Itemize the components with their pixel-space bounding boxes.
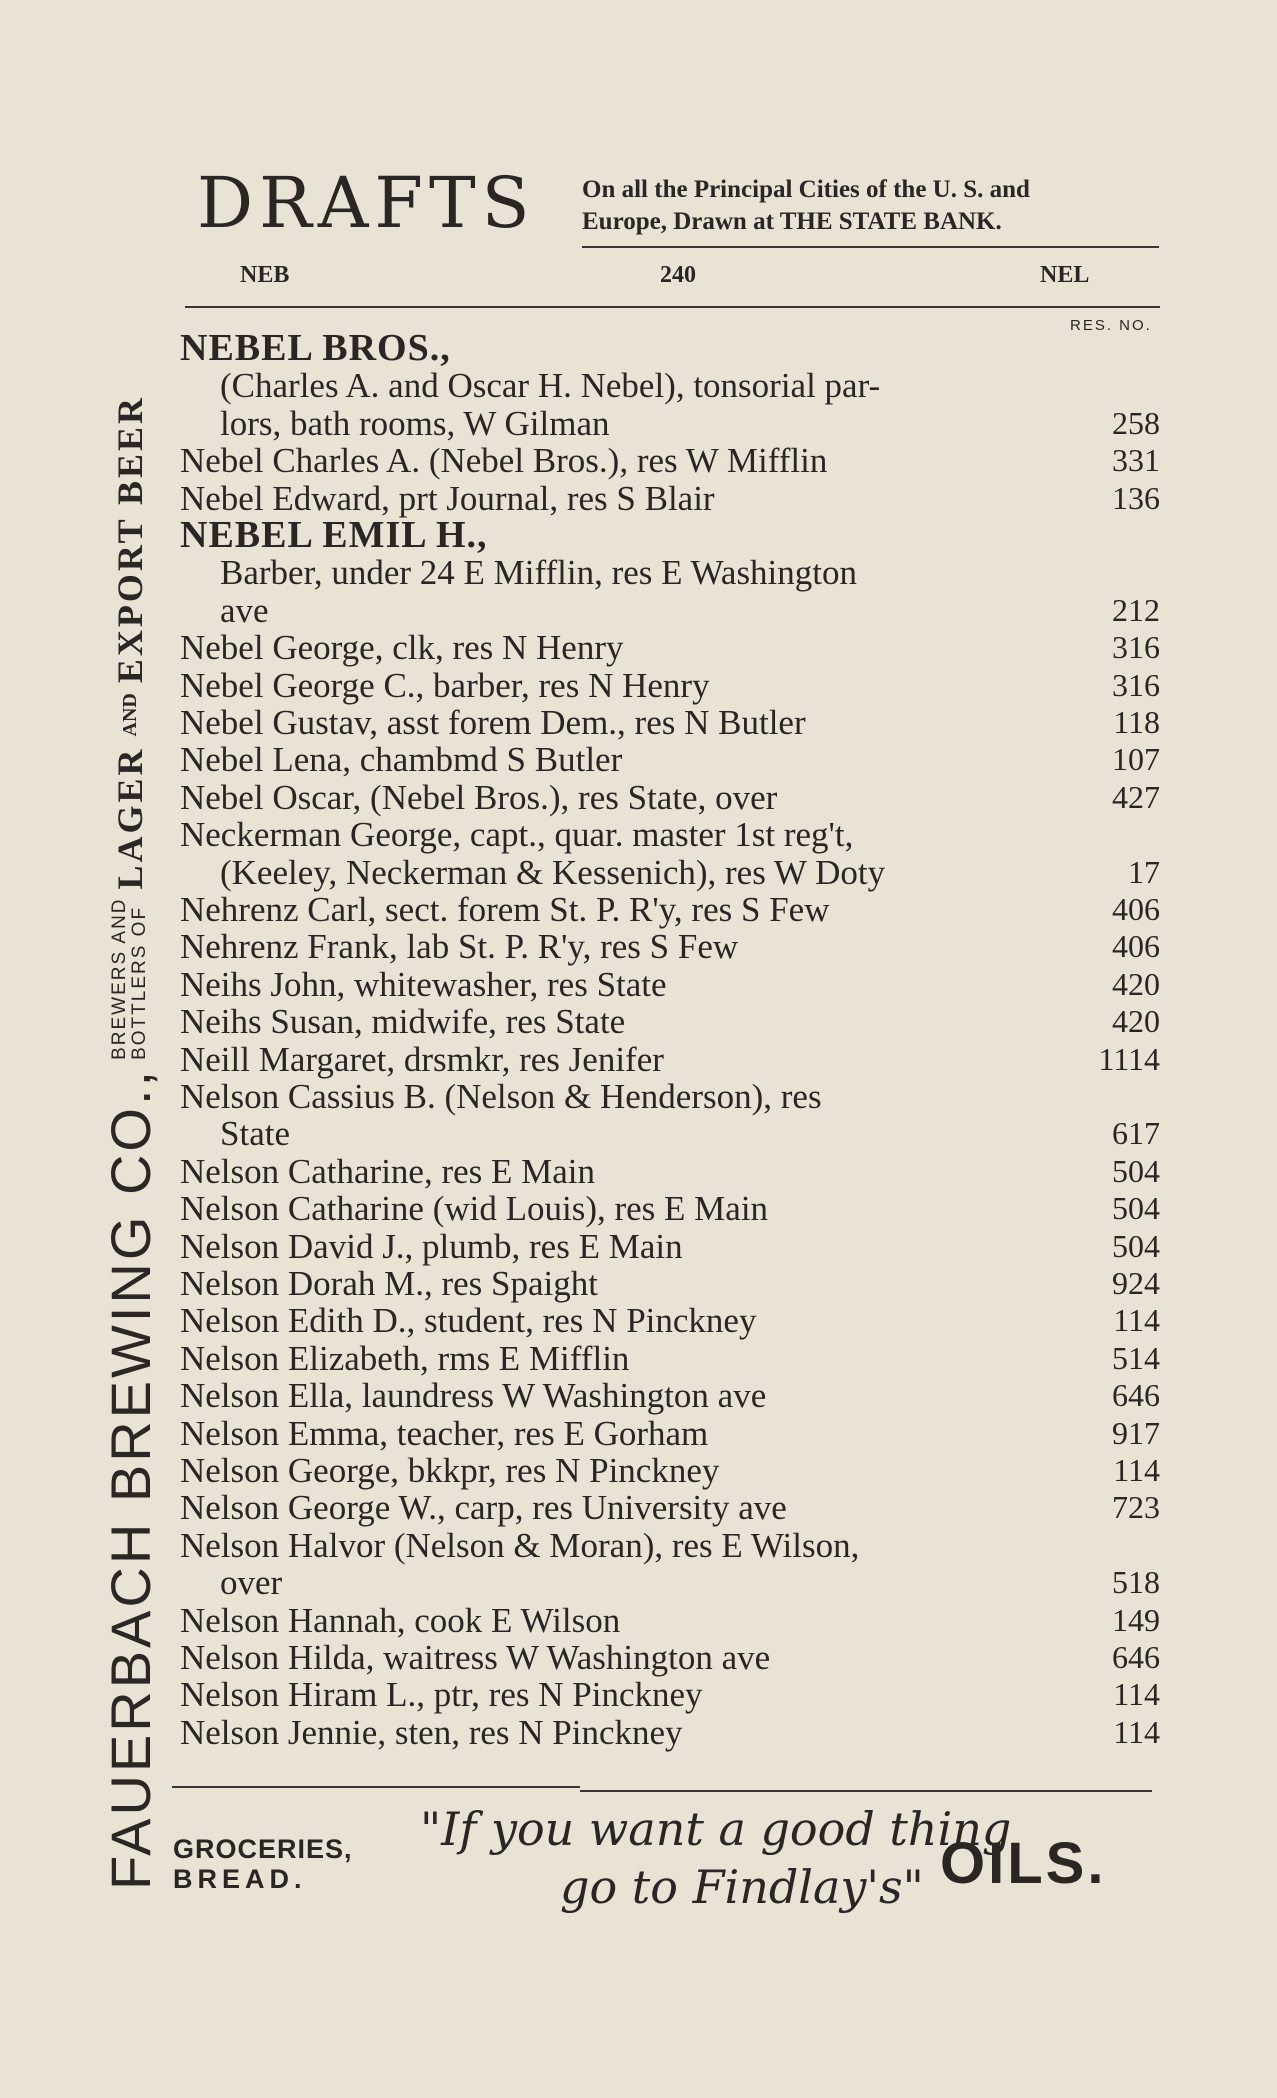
entry-text: Nelson Edith D., student, res N Pinckney <box>180 1301 757 1340</box>
entry-text: Nelson Hiram L., ptr, res N Pinckney <box>180 1675 703 1714</box>
residence-number: 114 <box>1113 1302 1160 1338</box>
bread-label: BREAD. <box>173 1864 307 1894</box>
entry-text: Nelson Ella, laundress W Washington ave <box>180 1376 767 1415</box>
residence-number: 114 <box>1113 1714 1160 1750</box>
residence-number: 118 <box>1113 704 1160 740</box>
footer-rule-left <box>172 1786 580 1788</box>
entry-text: Nebel Lena, chambmd S Butler <box>180 740 623 779</box>
footer-rule-right <box>580 1790 1152 1792</box>
brewer-name: FAUERBACH BREWING CO., <box>98 1067 162 1890</box>
entry-text: (Keeley, Neckerman & Kessenich), res W Doty <box>220 853 886 892</box>
and-label: AND <box>118 693 141 737</box>
residence-number: 114 <box>1113 1676 1160 1712</box>
entry-text: Nelson Catharine (wid Louis), res E Main <box>180 1189 769 1228</box>
entry-text: Neill Margaret, drsmkr, res Jenifer <box>180 1040 664 1079</box>
entry-text: Nelson Catharine, res E Main <box>180 1152 596 1191</box>
running-head-left: NEB <box>240 262 290 288</box>
residence-number: 646 <box>1112 1377 1160 1413</box>
entry-text: (Charles A. and Oscar H. Nebel), tonsorial par- <box>220 366 881 405</box>
residence-number: 406 <box>1112 891 1160 927</box>
entry-text: Nebel Charles A. (Nebel Bros.), res W Mifflin <box>180 441 828 480</box>
header-rule <box>582 246 1159 248</box>
running-head-rule <box>185 306 1160 308</box>
entry-text: Nelson George, bkkpr, res N Pinckney <box>180 1451 720 1490</box>
slogan-line2: go to Findlay's" <box>560 1860 924 1914</box>
residence-number: 723 <box>1112 1489 1160 1525</box>
residence-number: 504 <box>1112 1153 1160 1189</box>
residence-number: 212 <box>1112 592 1160 628</box>
residence-number: 504 <box>1112 1228 1160 1264</box>
residence-number: 646 <box>1112 1639 1160 1675</box>
residence-number: 518 <box>1112 1564 1160 1600</box>
entry-text: Barber, under 24 E Mifflin, res E Washington <box>220 553 858 592</box>
entry-text: Neihs John, whitewasher, res State <box>180 965 667 1004</box>
entry-text: Nelson George W., carp, res University ave <box>180 1488 787 1527</box>
residence-number: 406 <box>1112 928 1160 964</box>
entry-text: Neckerman George, capt., quar. master 1st reg't, <box>180 815 854 854</box>
slogan-line1: "If you want a good thing <box>420 1802 1012 1856</box>
drafts-desc-line1: On all the Principal Cities of the U. S. and <box>582 176 1030 203</box>
entry-text: Nelson David J., plumb, res E Main <box>180 1227 683 1266</box>
side-advertisement <box>60 190 200 1890</box>
drafts-title: DRAFTS <box>197 162 536 244</box>
residence-number: 427 <box>1112 779 1160 815</box>
entry-text: Nelson Elizabeth, rms E Mifflin <box>180 1339 630 1378</box>
entry-text: Nelson Dorah M., res Spaight <box>180 1264 599 1303</box>
entry-text: Nelson Cassius B. (Nelson & Henderson), res <box>180 1077 822 1116</box>
entry-text: Nelson Hannah, cook E Wilson <box>180 1601 621 1640</box>
brewers-bottlers <box>110 897 150 1059</box>
lager-label: LAGER <box>110 746 150 890</box>
entry-text: over <box>220 1563 283 1602</box>
export-beer-label: EXPORT BEER <box>110 394 150 684</box>
residence-number: 917 <box>1112 1415 1160 1451</box>
entry-text: Neihs Susan, midwife, res State <box>180 1002 626 1041</box>
entry-text: Nelson Hilda, waitress W Washington ave <box>180 1638 771 1677</box>
entry-text: Nelson Jennie, sten, res N Pinckney <box>180 1713 683 1752</box>
entry-text: lors, bath rooms, W Gilman <box>220 404 610 443</box>
residence-number: 514 <box>1112 1340 1160 1376</box>
residence-number: 420 <box>1112 1003 1160 1039</box>
entry-text: Nebel George, clk, res N Henry <box>180 628 624 667</box>
residence-number: 316 <box>1112 629 1160 665</box>
residence-number: 316 <box>1112 667 1160 703</box>
drafts-description <box>582 174 1172 238</box>
entry-text: Nelson Halvor (Nelson & Moran), res E Wilson, <box>180 1526 860 1565</box>
residence-number: 149 <box>1112 1602 1160 1638</box>
groceries-label: GROCERIES, <box>173 1834 353 1864</box>
entry-text: Nelson Emma, teacher, res E Gorham <box>180 1414 709 1453</box>
drafts-desc-line2: Europe, Drawn at THE STATE BANK. <box>582 208 1002 235</box>
residence-number: 258 <box>1112 405 1160 441</box>
entry-text: Nehrenz Frank, lab St. P. R'y, res S Few <box>180 927 739 966</box>
residence-number: 17 <box>1128 854 1160 890</box>
entry-text: Nehrenz Carl, sect. forem St. P. R'y, res S Few <box>180 890 830 929</box>
entry-text: ave <box>220 591 269 630</box>
brewers-and: BREWERS AND <box>109 897 130 1060</box>
entry-text: Nebel Oscar, (Nebel Bros.), res State, over <box>180 778 778 817</box>
entry-text: Nebel Gustav, asst forem Dem., res N Butler <box>180 703 806 742</box>
residence-number: 114 <box>1113 1452 1160 1488</box>
entry-text: State <box>220 1114 290 1153</box>
residence-number: 1114 <box>1098 1041 1160 1077</box>
running-head-right: NEL <box>1040 262 1090 288</box>
res-no-label: RES. NO. <box>1070 317 1152 334</box>
residence-number: 420 <box>1112 966 1160 1002</box>
oils-label: OILS. <box>940 1831 1107 1896</box>
entry-heading: NEBEL EMIL H., <box>180 514 488 556</box>
residence-number: 617 <box>1112 1115 1160 1151</box>
residence-number: 924 <box>1112 1265 1160 1301</box>
entry-heading: NEBEL BROS., <box>180 327 451 369</box>
residence-number: 331 <box>1112 442 1160 478</box>
bottlers-of: BOTTLERS OF <box>129 905 150 1060</box>
page-number: 240 <box>660 262 696 288</box>
residence-number: 136 <box>1112 480 1160 516</box>
residence-number: 504 <box>1112 1190 1160 1226</box>
entry-text: Nebel Edward, prt Journal, res S Blair <box>180 479 715 518</box>
groceries-bread-ad <box>173 1834 353 1894</box>
residence-number: 107 <box>1112 741 1160 777</box>
findlays-slogan <box>420 1800 1011 1916</box>
entry-text: Nebel George C., barber, res N Henry <box>180 666 710 705</box>
